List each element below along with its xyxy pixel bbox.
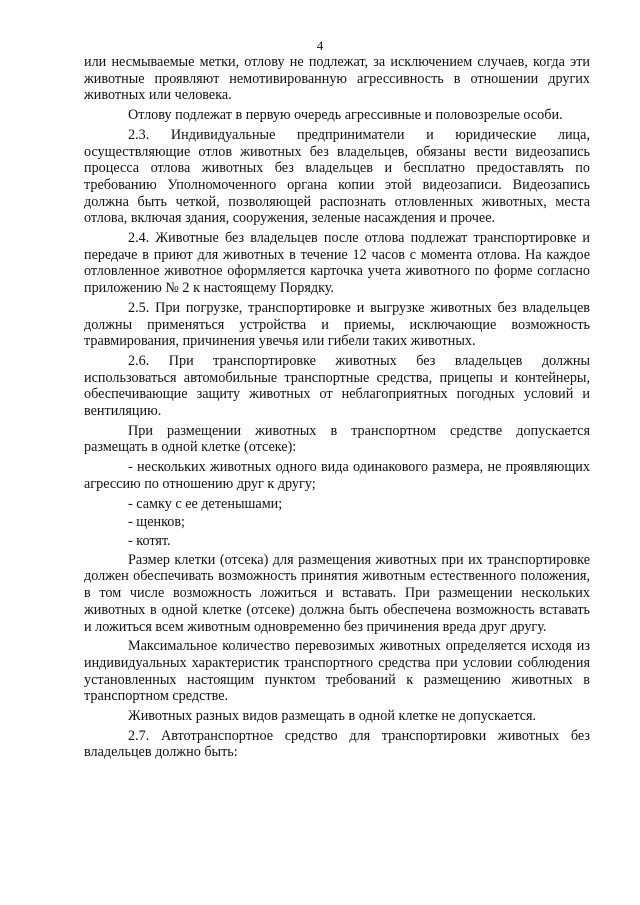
- list-item: - щенков;: [128, 514, 185, 531]
- list-item: - котят.: [128, 532, 171, 549]
- paragraph: 2.4. Животные без владельцев после отлова подлежат транспортировке и передаче в приют для животных в течение 12 часов с момента отлова. На каждое отловленное животное оформляется карточка учета животного по форме согласно приложению № 2 к настоящему Порядку.: [84, 230, 590, 297]
- paragraph: или несмываемые метки, отлову не подлежат, за исключением случаев, когда эти животные проявляют немотивированную агрессивность в отношении других животных или человека.: [84, 54, 590, 104]
- page-number: 4: [316, 38, 324, 53]
- paragraph: 2.5. При погрузке, транспортировке и выгрузке животных без владельцев должны применяться устройства и приемы, исключающие возможность травмирования, причинения увечья или гибели таких животных.: [84, 299, 590, 350]
- list-item: - самку с ее детенышами;: [128, 495, 283, 512]
- paragraph: Животных разных видов размещать в одной клетке не допускается.: [128, 708, 537, 725]
- paragraph: Размер клетки (отсека) для размещения животных при их транспортировке должен обеспечивать возможность принятия животным естественного положения, в том числе возможность ложиться и вставать. При размещении нескольких животных в одной клетке (отсеке) должна быть обеспечена возможность вставать и ложиться всем животным одновременно без причинения вреда друг другу.: [84, 551, 590, 635]
- document-body: [84, 54, 590, 764]
- paragraph: 2.6. При транспортировке животных без владельцев должны использоваться автомобильные транспортные средства, прицепы и контейнеры, обеспечивающие защиту животных от неблагоприятных погодных условий и вентиляцию.: [84, 352, 590, 420]
- paragraph: Максимальное количество перевозимых животных определяется исходя из индивидуальных характеристик транспортного средства при условии соблюдения установленных настоящим пунктом требований к размещению животных в транспортном средстве.: [84, 638, 590, 705]
- paragraph: Отлову подлежат в первую очередь агрессивные и половозрелые особи.: [128, 107, 563, 124]
- paragraph: 2.3. Индивидуальные предприниматели и юридические лица, осуществляющие отлов животных без владельцев, обязаны вести видеозапись процесса отлова животных без владельцев и бесплатно предоставлять по требованию Уполномоченного органа копии этой видеозаписи. Видеозапись должна быть четкой, позволяющей распознать отловленных животных, места отлова, включая здания, сооружения, зеленые насаждения и прочее.: [84, 126, 590, 227]
- list-item: - нескольких животных одного вида одинакового размера, не проявляющих агрессию по отношению друг к другу;: [84, 459, 590, 492]
- paragraph: При размещении животных в транспортном средстве допускается размещать в одной клетке (отсеке):: [84, 422, 590, 456]
- paragraph: 2.7. Автотранспортное средство для транспортировки животных без владельцев должно быть:: [84, 727, 590, 761]
